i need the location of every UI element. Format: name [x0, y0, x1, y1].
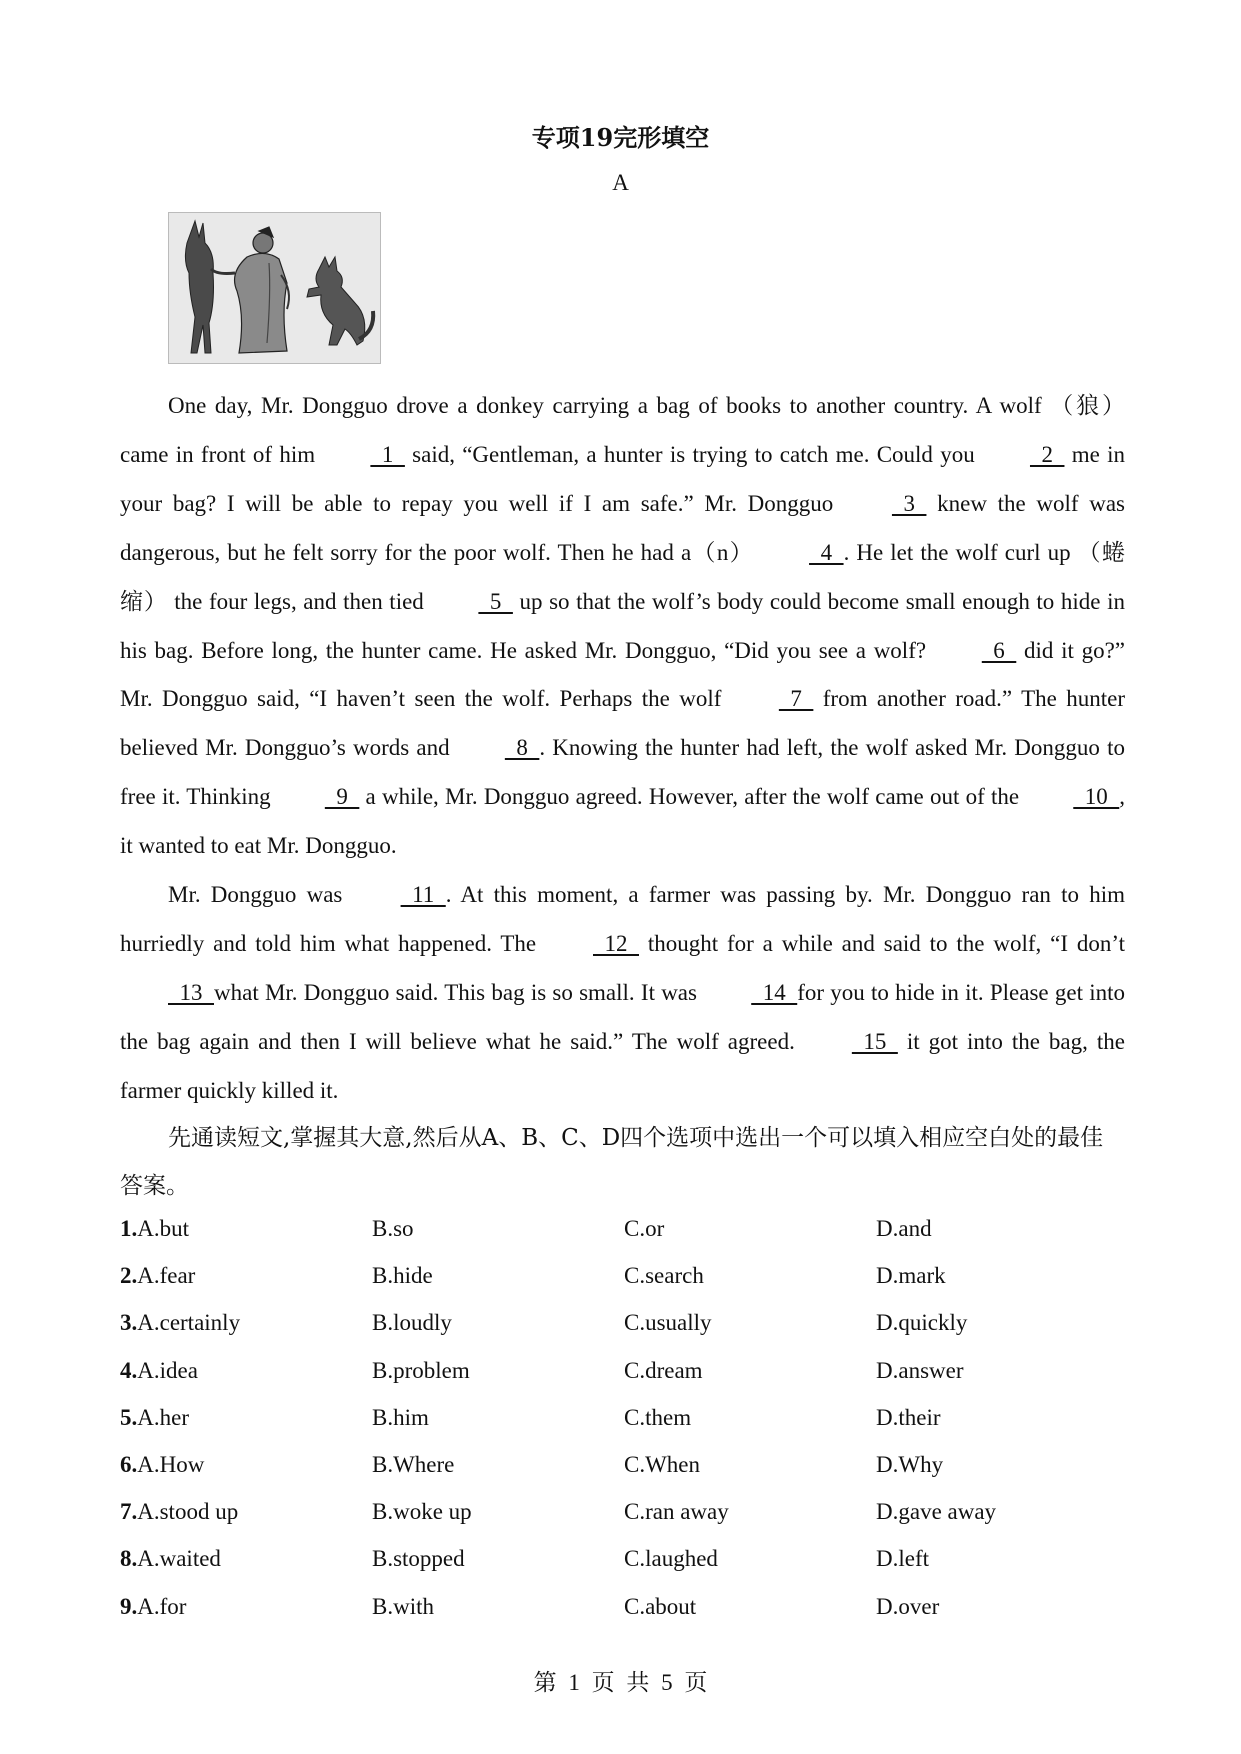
- answer-blank: 7: [778, 686, 814, 712]
- option-d: D.their: [876, 1404, 941, 1430]
- question-row: [120, 1263, 1125, 1310]
- answer-blank: 13: [168, 979, 214, 1005]
- passage-text: up so that the wolf’s body could become small enough to hide in his bag. Before long, the hunter came. He asked Mr. Dongguo, “Did you see a wolf?: [120, 588, 1125, 663]
- question-row: [120, 1310, 1125, 1357]
- option-b: B.Where: [372, 1451, 455, 1477]
- passage-text: knew the wolf was dangerous, but he felt sorry for the poor wolf. Then he had a（n）: [120, 490, 1125, 565]
- option-b: B.woke up: [372, 1499, 472, 1525]
- option-b: B.so: [372, 1216, 414, 1241]
- option-a-text: A.idea: [137, 1357, 198, 1383]
- answer-blank: 8: [504, 735, 540, 761]
- story-illustration: [168, 212, 381, 364]
- option-c: C.dream: [624, 1357, 703, 1383]
- passage-text: said, “Gentleman, a hunter is trying to catch me. Could you: [404, 441, 982, 467]
- option-c: C.ran away: [624, 1499, 729, 1525]
- option-a: [120, 1405, 189, 1431]
- passage-text: Mr. Dongguo was: [168, 882, 353, 908]
- option-a: [120, 1216, 189, 1242]
- option-b: B.with: [372, 1593, 434, 1619]
- passage-text: a while, Mr. Dongguo agreed. However, after the wolf came out of the: [359, 784, 1026, 810]
- instruction-text: 先通读短文,掌握其大意,然后从A、B、C、D四个选项中选出一个可以填入相应空白处的最佳答案。: [120, 1125, 1104, 1199]
- answer-blank: 3: [891, 490, 927, 516]
- option-a: [120, 1310, 240, 1336]
- passage-text: for you to hide in it. Please get into the bag again and then I will believe what he said.” The wolf agreed.: [120, 979, 1125, 1054]
- answer-blank: 14: [751, 979, 798, 1005]
- option-a-text: A.but: [137, 1216, 189, 1241]
- option-a-text: A.stood up: [137, 1499, 239, 1525]
- question-number: 4.: [120, 1357, 138, 1383]
- options-list: [120, 1216, 1125, 1641]
- question-row: [120, 1452, 1125, 1499]
- option-a: [120, 1358, 198, 1384]
- option-c: C.laughed: [624, 1546, 718, 1572]
- passage-text: what Mr. Dongguo said. This bag is so small. It was: [214, 979, 704, 1005]
- page-footer: 第 1 页 共 5 页: [533, 1670, 708, 1695]
- answer-blank: 1: [370, 441, 405, 467]
- option-a-text: A.her: [137, 1404, 189, 1430]
- question-row: [120, 1499, 1125, 1546]
- option-a-text: A.waited: [137, 1546, 221, 1572]
- option-d: D.gave away: [876, 1499, 997, 1525]
- question-number: 9.: [120, 1593, 138, 1619]
- option-d: D.answer: [876, 1357, 964, 1383]
- option-a: [120, 1452, 204, 1478]
- passage-text: One day, Mr. Dongguo drove a donkey carrying a bag of books to another country. A wolf （狼） came in front of him: [120, 393, 1125, 467]
- passage-text: . Knowing the hunter had left, the wolf asked Mr. Dongguo to free it. Thinking: [120, 735, 1125, 810]
- section-label: A: [612, 170, 629, 195]
- passage-text: , it wanted to eat Mr. Dongguo.: [120, 784, 1126, 859]
- passage: [120, 382, 1125, 1116]
- question-row: [120, 1358, 1125, 1405]
- passage-text: it got into the bag, the farmer quickly killed it.: [120, 1028, 1125, 1103]
- option-d: D.left: [876, 1546, 930, 1572]
- option-c: C.them: [624, 1404, 692, 1430]
- question-row: [120, 1594, 1125, 1641]
- answer-blank: 15: [851, 1028, 898, 1054]
- option-c: C.or: [624, 1216, 665, 1241]
- option-b: B.him: [372, 1404, 429, 1430]
- option-b: B.problem: [372, 1357, 470, 1383]
- option-d: D.mark: [876, 1263, 946, 1289]
- passage-paragraph-2: [120, 871, 1125, 1116]
- illustration-image: [169, 213, 380, 363]
- passage-text: thought for a while and said to the wolf, “I don’t: [639, 930, 1125, 956]
- question-number: 7.: [120, 1499, 138, 1525]
- option-b: B.stopped: [372, 1546, 465, 1572]
- passage-text: . At this moment, a farmer was passing by. Mr. Dongguo ran to him hurriedly and told him what happened. The: [120, 882, 1125, 956]
- answer-blank: 5: [478, 588, 513, 614]
- option-a: [120, 1546, 221, 1572]
- question-number: 2.: [120, 1263, 138, 1289]
- question-row: [120, 1216, 1125, 1263]
- answer-blank: 4: [809, 539, 844, 565]
- option-d: D.quickly: [876, 1310, 968, 1336]
- question-number: 8.: [120, 1546, 138, 1572]
- option-a: [120, 1263, 195, 1289]
- passage-text: from another road.” The hunter believed Mr. Dongguo’s words and: [120, 686, 1125, 761]
- question-number: 5.: [120, 1404, 138, 1430]
- passage-text: me in your bag? I will be able to repay you well if I am safe.” Mr. Dongguo: [120, 441, 1125, 516]
- answer-blank: 6: [981, 637, 1017, 663]
- answer-blank: 12: [593, 930, 639, 956]
- option-a-text: A.certainly: [137, 1310, 241, 1336]
- answer-blank: 2: [1029, 441, 1065, 467]
- option-b: B.loudly: [372, 1310, 452, 1336]
- option-a-text: A.How: [137, 1451, 205, 1477]
- question-row: [120, 1546, 1125, 1593]
- option-c: C.usually: [624, 1310, 712, 1336]
- passage-paragraph-1: [120, 382, 1125, 871]
- question-row: [120, 1405, 1125, 1452]
- answer-blank: 10: [1073, 784, 1120, 810]
- passage-text: . He let the wolf curl up （蜷缩） the four legs, and then tied: [120, 539, 1126, 614]
- passage-text: did it go?” Mr. Dongguo said, “I haven’t seen the wolf. Perhaps the wolf: [120, 637, 1125, 712]
- option-b: B.hide: [372, 1263, 433, 1289]
- option-d: D.and: [876, 1216, 932, 1241]
- page-title: 专项19完形填空: [531, 123, 710, 152]
- option-c: C.When: [624, 1451, 701, 1477]
- option-d: D.over: [876, 1593, 940, 1619]
- question-number: 3.: [120, 1310, 138, 1336]
- option-a-text: A.for: [137, 1593, 187, 1619]
- option-d: D.Why: [876, 1451, 944, 1477]
- answer-blank: 11: [400, 882, 446, 908]
- question-number: 6.: [120, 1451, 138, 1477]
- answer-blank: 9: [324, 784, 360, 810]
- question-number: 1.: [120, 1216, 138, 1241]
- option-a: [120, 1594, 186, 1620]
- option-a: [120, 1499, 238, 1525]
- option-a-text: A.fear: [137, 1263, 196, 1289]
- option-c: C.search: [624, 1263, 704, 1289]
- option-c: C.about: [624, 1593, 697, 1619]
